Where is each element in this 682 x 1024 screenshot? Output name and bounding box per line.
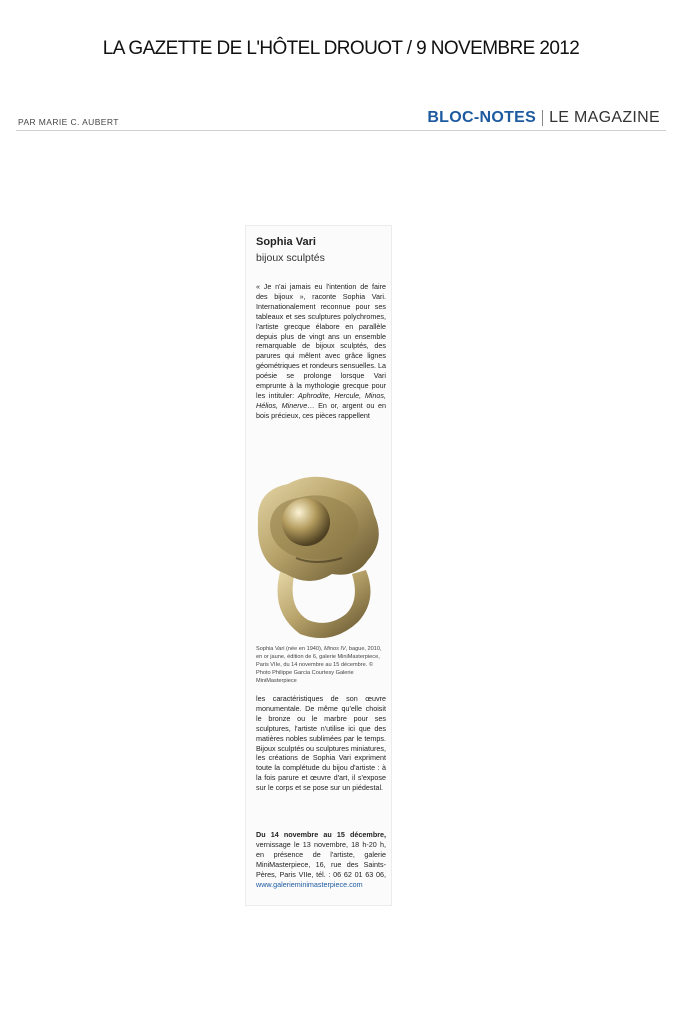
section-label: BLOC-NOTES: [427, 109, 537, 126]
caption-details: , bague, 2010, en or jaune, édition de 6, galerie MiniMasterpiece, Paris VIIe, du 14 novembre au 15 décembre. © Photo Philippe Garcia Courtesy Galerie MiniMasterpiece: [256, 646, 382, 684]
exhibition-info: [256, 830, 386, 900]
publication-masthead: LA GAZETTE DE L'HÔTEL DROUOT / 9 NOVEMBRE 2012: [102, 38, 580, 59]
article-paragraph-2: les caractéristiques de son œuvre monumentale. De même qu'elle choisit le bronze ou le marbre pour ses sculptures, l'artiste n'utilise ici que des matières nobles sublimées par le temps. Bijoux sculptés ou sculptures miniatures, les créations de Sophia Vari expriment toute la complétude du bijou d'artiste : à la fois parure et œuvre d'art, il s'expose sur le corps et se pose sur un piédestal.: [256, 694, 386, 793]
paragraph-1-text: « Je n'ai jamais eu l'intention de faire des bijoux », raconte Sophia Vari. Internationalement reconnue pour ses tableaux et ses sculptures polychromes, l'artiste grecque élabore en parallèle depuis plus de vingt ans un ensemble remarquable de bijoux sculptés, des parures qui mêlent avec grâce lignes géométriques et rondeurs sensuelles. La poésie se prolonge lorsque Vari emprunte à la mythologie grecque pour les intituler:: [256, 282, 386, 400]
section-tag: [427, 109, 660, 127]
section-divider: [542, 110, 543, 126]
caption-title: Minos IV: [324, 646, 346, 652]
article-paragraph-1: [256, 282, 386, 450]
subsection-label: LE MAGAZINE: [549, 109, 660, 126]
ring-icon: [258, 477, 379, 638]
header-rule: [16, 130, 666, 131]
paragraph-1-titles: Aphrodite, Hercule, Minos, Hélios, Minerve: [256, 390, 386, 410]
exhibition-details: vernissage le 13 novembre, 18 h-20 h, en présence de l'artiste, galerie MiniMasterpiece, 16, rue des Saints-Pères, Paris VIIe, tél. : 06 62 01 63 06,: [256, 839, 386, 879]
paragraph-1-end: … En or, argent ou en bois précieux, ces pièces rappellent: [256, 400, 386, 420]
article-headline: Sophia Vari: [256, 236, 316, 248]
photo-caption: [256, 645, 388, 685]
caption-artist: Sophia Vari (née en 1940),: [256, 646, 324, 652]
gallery-website-link[interactable]: www.galerieminimasterpiece.com: [256, 879, 363, 889]
exhibition-dates: Du 14 novembre au 15 décembre,: [256, 830, 386, 839]
byline: PAR MARIE C. AUBERT: [18, 117, 119, 127]
ring-photo: [240, 462, 392, 642]
article-subheadline: bijoux sculptés: [256, 252, 325, 264]
